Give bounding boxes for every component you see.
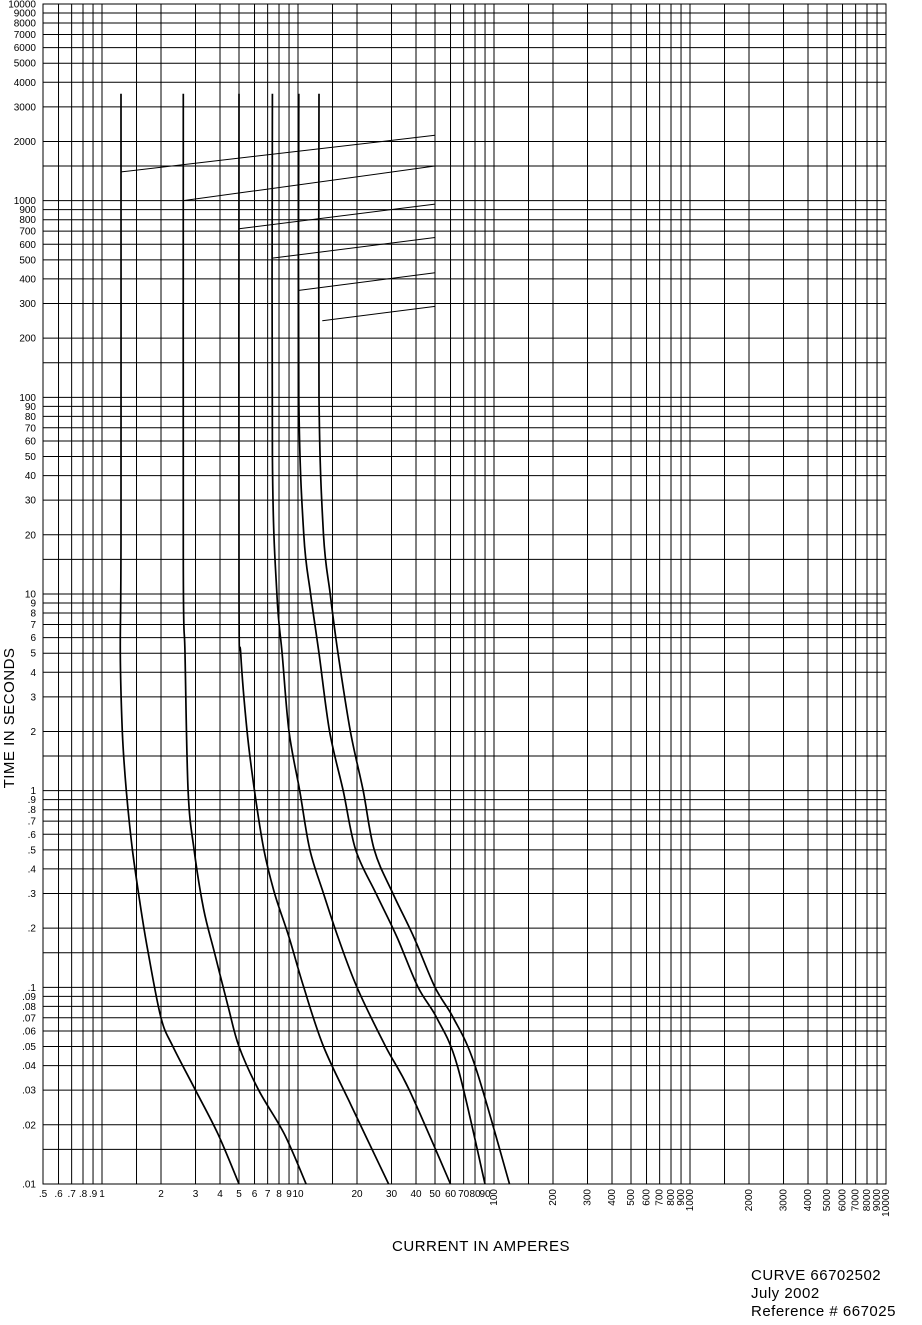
x-tick-label: 4000: [803, 1189, 815, 1212]
y-tick-label: 100: [19, 392, 36, 404]
y-tick-label: 9000: [13, 8, 36, 20]
y-tick-label: .08: [22, 1001, 36, 1013]
x-tick-label: 5: [236, 1189, 242, 1200]
y-tick-label: 60: [24, 436, 36, 448]
y-tick-label: 300: [19, 298, 36, 310]
spread-line: [239, 204, 435, 229]
x-tick-label: 30: [385, 1189, 398, 1200]
y-tick-label: 7: [30, 619, 36, 631]
y-tick-label: 2000: [13, 136, 36, 148]
x-tick-label: 700: [654, 1189, 666, 1206]
y-tick-label: .3: [27, 888, 36, 900]
x-tick-label: 10: [292, 1189, 304, 1200]
y-tick-label: 200: [19, 333, 36, 345]
y-tick-label: 600: [19, 239, 36, 251]
y-tick-label: .8: [27, 805, 36, 817]
x-tick-label: 500: [625, 1189, 637, 1206]
y-tick-label: 6000: [13, 43, 36, 55]
series-line-2: [183, 94, 306, 1184]
y-tick-label: 40: [24, 471, 36, 483]
curve-number: CURVE 66702502: [751, 1267, 882, 1284]
y-tick-label: .1: [27, 982, 36, 994]
x-tick-label: 6000: [837, 1189, 849, 1212]
y-tick-label: .03: [22, 1085, 36, 1097]
y-tick-label: 900: [19, 205, 36, 217]
y-tick-label: .01: [22, 1179, 36, 1191]
spread-line: [322, 306, 435, 320]
y-axis-ticks: [8, 0, 36, 1191]
y-tick-label: .02: [22, 1120, 36, 1132]
x-tick-label: 60: [444, 1189, 457, 1200]
y-tick-label: .9: [27, 795, 36, 807]
curve-reference: Reference # 667025: [751, 1303, 896, 1320]
y-tick-label: .05: [22, 1042, 36, 1054]
series-line-1: [120, 94, 239, 1184]
x-tick-label: .7: [67, 1189, 76, 1200]
x-tick-label: 9: [286, 1189, 292, 1200]
x-tick-label: 2: [158, 1189, 164, 1200]
y-tick-label: 4000: [13, 77, 36, 89]
chart-spread-lines: [121, 135, 435, 321]
x-axis-title: CURRENT IN AMPERES: [392, 1238, 570, 1255]
x-tick-label: 90: [479, 1189, 491, 1200]
x-tick-label: 600: [641, 1189, 653, 1206]
y-tick-label: 90: [24, 401, 36, 413]
x-tick-label: .9: [88, 1189, 98, 1200]
y-tick-label: 10000: [8, 0, 36, 11]
y-tick-label: 700: [19, 226, 36, 238]
x-tick-label: 2000: [744, 1189, 756, 1212]
y-tick-label: .09: [22, 991, 36, 1003]
x-tick-label: 20: [351, 1189, 363, 1200]
x-tick-label: 1: [99, 1189, 105, 1200]
x-tick-label: 7000: [850, 1189, 862, 1212]
x-tick-label: 70: [458, 1189, 470, 1200]
chart-grid: [43, 4, 886, 1184]
x-tick-label: .5: [38, 1189, 48, 1200]
x-tick-label: 3000: [778, 1189, 790, 1212]
x-tick-label: 8: [276, 1189, 282, 1200]
chart-series: [120, 94, 509, 1184]
y-tick-label: 70: [24, 423, 36, 435]
y-tick-label: 3000: [13, 102, 36, 114]
y-tick-label: 6: [30, 633, 36, 645]
y-tick-label: 1: [30, 786, 36, 798]
y-tick-label: 3: [30, 692, 36, 704]
y-tick-label: 8: [30, 608, 36, 620]
x-tick-label: 8000: [862, 1189, 874, 1212]
spread-line: [183, 166, 435, 201]
x-tick-label: 200: [548, 1189, 560, 1206]
y-tick-label: .7: [27, 816, 36, 828]
y-tick-label: 30: [24, 495, 36, 507]
y-tick-label: 20: [24, 530, 36, 542]
x-axis-ticks: [39, 1189, 892, 1217]
x-tick-label: .8: [78, 1189, 88, 1200]
spread-line: [272, 237, 435, 258]
y-tick-label: 5: [30, 648, 36, 660]
y-tick-label: 80: [24, 411, 36, 423]
y-tick-label: 4: [30, 667, 36, 679]
y-tick-label: 1000: [13, 196, 36, 208]
x-tick-label: 80: [469, 1189, 481, 1200]
x-tick-label: 9000: [872, 1189, 884, 1212]
y-tick-label: 9: [30, 598, 36, 610]
x-tick-label: 5000: [821, 1189, 833, 1212]
y-tick-label: 400: [19, 274, 36, 286]
x-tick-label: 40: [410, 1189, 422, 1200]
x-tick-label: 4: [217, 1189, 223, 1200]
x-tick-label: 300: [582, 1189, 594, 1206]
x-tick-label: 900: [676, 1189, 688, 1206]
y-tick-label: 10: [24, 589, 36, 601]
y-tick-label: 8000: [13, 18, 36, 30]
y-tick-label: .4: [27, 864, 36, 876]
y-tick-label: 7000: [13, 29, 36, 41]
x-tick-label: 7: [264, 1189, 271, 1200]
y-tick-label: 500: [19, 255, 36, 267]
x-tick-label: 400: [607, 1189, 619, 1206]
y-tick-label: .2: [27, 923, 36, 935]
y-tick-label: .6: [27, 829, 36, 841]
x-tick-label: 10000: [881, 1189, 892, 1217]
y-tick-label: 800: [19, 215, 36, 227]
series-line-6: [319, 94, 510, 1184]
x-tick-label: 1000: [685, 1189, 697, 1212]
y-tick-label: .07: [22, 1013, 36, 1025]
y-axis-title: TIME IN SECONDS: [1, 647, 18, 789]
y-tick-label: .5: [27, 845, 36, 857]
x-tick-label: 800: [666, 1189, 678, 1206]
curve-date: July 2002: [751, 1285, 820, 1302]
y-tick-label: 5000: [13, 58, 36, 70]
y-tick-label: .06: [22, 1026, 36, 1038]
y-tick-label: 50: [24, 452, 36, 464]
x-tick-label: 3: [192, 1189, 199, 1200]
x-tick-label: 100: [489, 1189, 501, 1206]
x-tick-label: 6: [251, 1189, 258, 1200]
y-tick-label: 2: [30, 726, 36, 738]
x-tick-label: 50: [429, 1189, 441, 1200]
curve-caption: [751, 1267, 896, 1321]
y-tick-label: .04: [22, 1061, 36, 1073]
x-tick-label: .6: [54, 1189, 63, 1200]
series-line-3: [239, 94, 389, 1184]
